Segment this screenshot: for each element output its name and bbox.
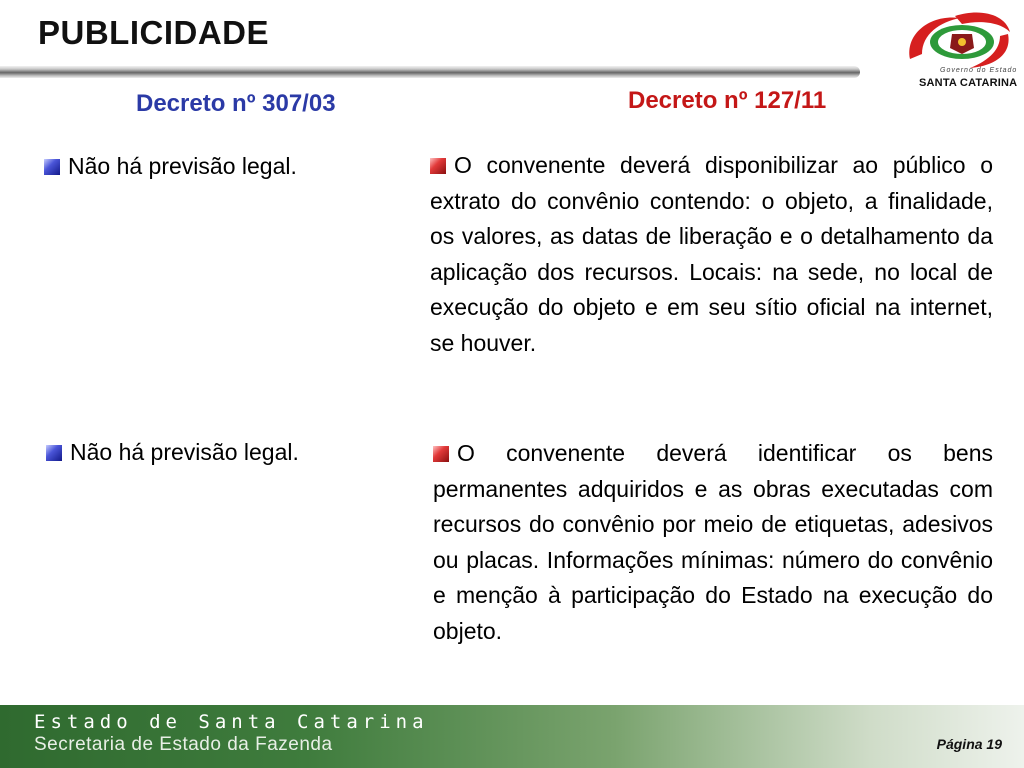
blue-square-bullet-icon <box>46 445 62 461</box>
left-column-heading: Decreto nº 307/03 <box>136 90 336 117</box>
red-square-bullet-icon <box>433 446 449 462</box>
slide-title: PUBLICIDADE <box>38 14 270 51</box>
blue-square-bullet-icon <box>44 159 60 175</box>
right-bullet-text: O convenente deverá identificar os bens permanentes adquiridos e as obras executadas com recursos do convênio por meio de etiquetas, adesivos ou placas. Informações mínimas: número do convênio e menção à participação do Estado na execução do objeto. <box>433 440 993 644</box>
left-bullet-item <box>46 437 299 467</box>
right-column-heading: Decreto nº 127/11 <box>628 87 827 114</box>
left-bullet-text: Não há previsão legal. <box>68 153 297 179</box>
red-square-bullet-icon <box>430 158 446 174</box>
left-bullet-text: Não há previsão legal. <box>70 439 299 465</box>
right-bullet-text: O convenente deverá disponibilizar ao público o extrato do convênio contendo: o objeto, a finalidade, os valores, as datas de liberação e o detalhamento da aplicação dos recursos. Locais: na sede, no local de execução do objeto e em seu sítio oficial na internet, se houver. <box>430 152 993 356</box>
logo-subtitle: Governo do Estado <box>940 67 1018 74</box>
footer-department: Secretaria de Estado da Fazenda <box>34 734 333 755</box>
right-bullet-item <box>433 436 993 650</box>
logo-name: SANTA CATARINA <box>919 77 1018 89</box>
footer-state-name: Estado de Santa Catarina <box>34 711 429 733</box>
left-bullet-item <box>44 151 297 181</box>
page-number: Página 19 <box>936 736 1002 752</box>
title-divider <box>0 66 860 78</box>
right-bullet-item <box>430 148 993 362</box>
